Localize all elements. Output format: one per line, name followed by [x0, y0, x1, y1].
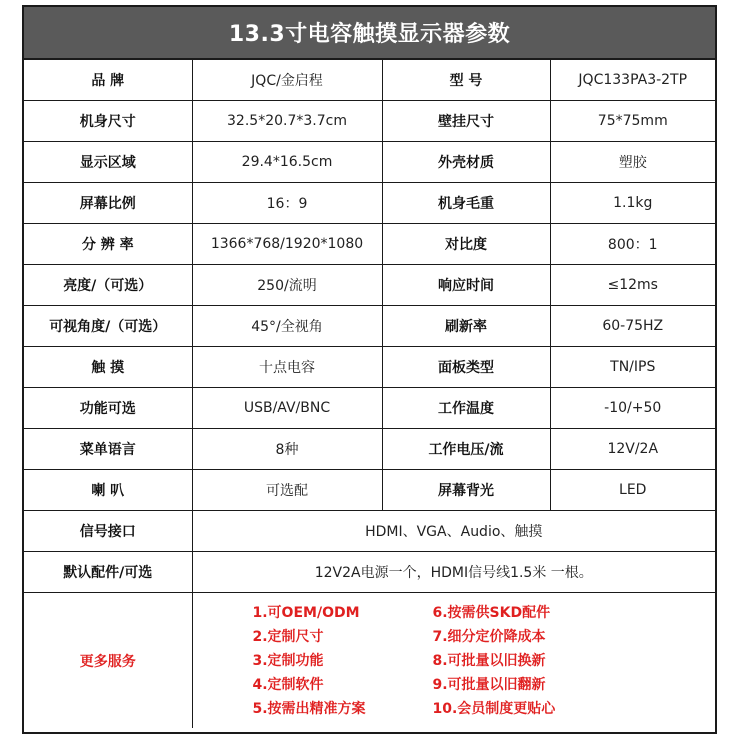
spec-value: 60-75HZ: [550, 306, 715, 347]
services-label: 更多服务: [24, 593, 192, 729]
accessories-value: 12V2A电源一个，HDMI信号线1.5米 一根。: [192, 552, 715, 593]
services-cell: [192, 593, 715, 729]
page-title: 13.3寸电容触摸显示器参数: [24, 7, 715, 60]
service-item: 6.按需供SKD配件: [432, 604, 551, 621]
spec-row: [24, 306, 715, 347]
service-item: 2.定制尺寸: [252, 628, 324, 645]
spec-value: 16：9: [192, 183, 382, 224]
spec-value: 75*75mm: [550, 101, 715, 142]
spec-row: [24, 388, 715, 429]
spec-label: 响应时间: [382, 265, 550, 306]
spec-row: [24, 347, 715, 388]
spec-label: 工作温度: [382, 388, 550, 429]
spec-value: 1.1kg: [550, 183, 715, 224]
spec-value: 塑胶: [550, 142, 715, 183]
spec-label: 对比度: [382, 224, 550, 265]
spec-label: 刷新率: [382, 306, 550, 347]
spec-value: TN/IPS: [550, 347, 715, 388]
service-item: 10.会员制度更贴心: [432, 700, 556, 717]
service-item: 9.可批量以旧翻新: [432, 676, 546, 693]
signal-label: 信号接口: [24, 511, 192, 552]
spec-value: 十点电容: [192, 347, 382, 388]
spec-label: 亮度/（可选）: [24, 265, 192, 306]
spec-label: 品 牌: [24, 60, 192, 101]
spec-value: 可选配: [192, 470, 382, 511]
spec-value: 12V/2A: [550, 429, 715, 470]
spec-row: [24, 101, 715, 142]
spec-label: 屏幕背光: [382, 470, 550, 511]
spec-row: [24, 183, 715, 224]
spec-table: [24, 60, 715, 728]
spec-value: JQC/金启程: [192, 60, 382, 101]
spec-label: 触 摸: [24, 347, 192, 388]
spec-row: [24, 470, 715, 511]
spec-value: LED: [550, 470, 715, 511]
service-item: 3.定制功能: [252, 652, 324, 669]
spec-value: USB/AV/BNC: [192, 388, 382, 429]
spec-label: 机身毛重: [382, 183, 550, 224]
spec-label: 显示区域: [24, 142, 192, 183]
spec-label: 菜单语言: [24, 429, 192, 470]
service-item: 8.可批量以旧换新: [432, 652, 546, 669]
spec-label: 喇 叭: [24, 470, 192, 511]
spec-row: [24, 429, 715, 470]
services-row: [24, 593, 715, 729]
spec-row: [24, 265, 715, 306]
service-item: 7.细分定价降成本: [432, 628, 546, 645]
spec-label: 可视角度/（可选）: [24, 306, 192, 347]
spec-sheet: [22, 5, 717, 734]
signal-row: [24, 511, 715, 552]
spec-label: 机身尺寸: [24, 101, 192, 142]
spec-label: 外壳材质: [382, 142, 550, 183]
spec-label: 分 辨 率: [24, 224, 192, 265]
spec-value: 1366*768/1920*1080: [192, 224, 382, 265]
spec-value: 32.5*20.7*3.7cm: [192, 101, 382, 142]
spec-label: 面板类型: [382, 347, 550, 388]
service-item: 5.按需出精准方案: [252, 700, 366, 717]
spec-row: [24, 142, 715, 183]
spec-value: 45°/全视角: [192, 306, 382, 347]
spec-value: 29.4*16.5cm: [192, 142, 382, 183]
services-list: [193, 604, 716, 718]
accessories-row: [24, 552, 715, 593]
spec-row: [24, 60, 715, 101]
spec-value: ≤12ms: [550, 265, 715, 306]
service-item: 1.可OEM/ODM: [252, 604, 360, 621]
spec-label: 型 号: [382, 60, 550, 101]
spec-row: [24, 224, 715, 265]
spec-value: 250/流明: [192, 265, 382, 306]
spec-value: 800：1: [550, 224, 715, 265]
spec-label: 壁挂尺寸: [382, 101, 550, 142]
spec-label: 功能可选: [24, 388, 192, 429]
spec-label: 屏幕比例: [24, 183, 192, 224]
accessories-label: 默认配件/可选: [24, 552, 192, 593]
service-item: 4.定制软件: [252, 676, 324, 693]
spec-value: 8种: [192, 429, 382, 470]
signal-value: HDMI、VGA、Audio、触摸: [192, 511, 715, 552]
spec-value: -10/+50: [550, 388, 715, 429]
spec-label: 工作电压/流: [382, 429, 550, 470]
spec-value: JQC133PA3-2TP: [550, 60, 715, 101]
